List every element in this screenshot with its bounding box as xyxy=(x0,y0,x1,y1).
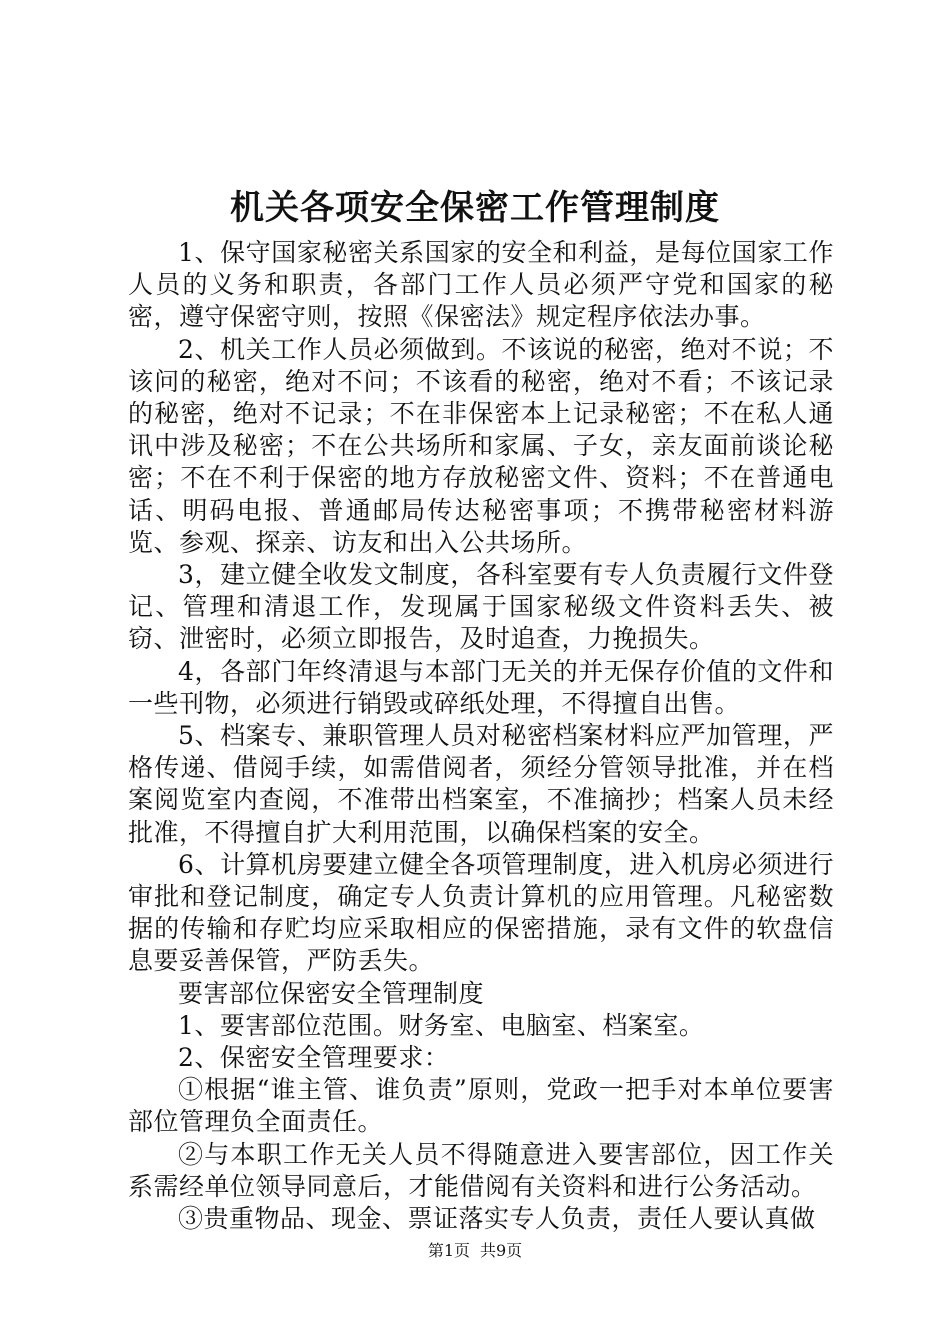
section-heading: 要害部位保密安全管理制度 xyxy=(178,978,485,1008)
requirement-item-1: ①根据“谁主管、谁负责”原则，党政一把手对本单位要害部位管理负全面责任。 xyxy=(128,1075,834,1137)
page-footer xyxy=(0,1239,950,1263)
requirement-item-2: ②与本职工作无关人员不得随意进入要害部位，因工作关系需经单位领导同意后，才能借阅有关资料和进行公务活动。 xyxy=(128,1139,834,1201)
paragraph-4: 4，各部门年终清退与本部门无关的并无保存价值的文件和一些刊物，必须进行销毁或碎纸处理，不得擅自出售。 xyxy=(128,656,834,718)
paragraph-scope: 1、要害部位范围。财务室、电脑室、档案室。 xyxy=(178,1010,705,1040)
requirement-item-3: ③贵重物品、现金、票证落实专人负责，责任人要认真做 xyxy=(178,1204,816,1234)
page-total: 共9页 xyxy=(480,1241,523,1260)
paragraph-requirements: 2、保密安全管理要求： xyxy=(178,1043,450,1073)
paragraph-1: 1、保守国家秘密关系国家的安全和利益，是每位国家工作人员的义务和职责，各部门工作人员必须严守党和国家的秘密，遵守保密守则，按照《保密法》规定程序依法办事。 xyxy=(128,238,834,332)
paragraph-6: 6、计算机房要建立健全各项管理制度，进入机房必须进行审批和登记制度，确定专人负责计算机的应用管理。凡秘密数据的传输和存贮均应采取相应的保密措施，录有文件的软盘信息要妥善保管，严防丢失。 xyxy=(128,849,834,976)
paragraph-3: 3，建立健全收发文制度，各科室要有专人负责履行文件登记、管理和清退工作，发现属于国家秘级文件资料丢失、被窃、泄密时，必须立即报告，及时追查，力挽损失。 xyxy=(128,560,834,654)
paragraph-2: 2、机关工作人员必须做到。不该说的秘密，绝对不说；不该问的秘密，绝对不问；不该看的秘密，绝对不看；不该记录的秘密，绝对不记录；不在非保密本上记录秘密；不在私人通讯中涉及秘密；不在公共场所和家属、子女，亲友面前谈论秘密；不在不利于保密的地方存放秘密文件、资料；不在普通电话、明码电报、普通邮局传达秘密事项；不携带秘密材料游览、参观、探亲、访友和出入公共场所。 xyxy=(128,334,834,557)
document-title: 机关各项安全保密工作管理制度 xyxy=(230,188,720,228)
page-number: 第1页 xyxy=(427,1241,470,1260)
paragraph-5: 5、档案专、兼职管理人员对秘密档案材料应严加管理，严格传递、借阅手续，如需借阅者，须经分管领导批准，并在档案阅览室内查阅，不准带出档案室，不准摘抄；档案人员未经批准，不得擅自扩大利用范围，以确保档案的安全。 xyxy=(128,721,834,847)
document-body xyxy=(128,237,834,1235)
